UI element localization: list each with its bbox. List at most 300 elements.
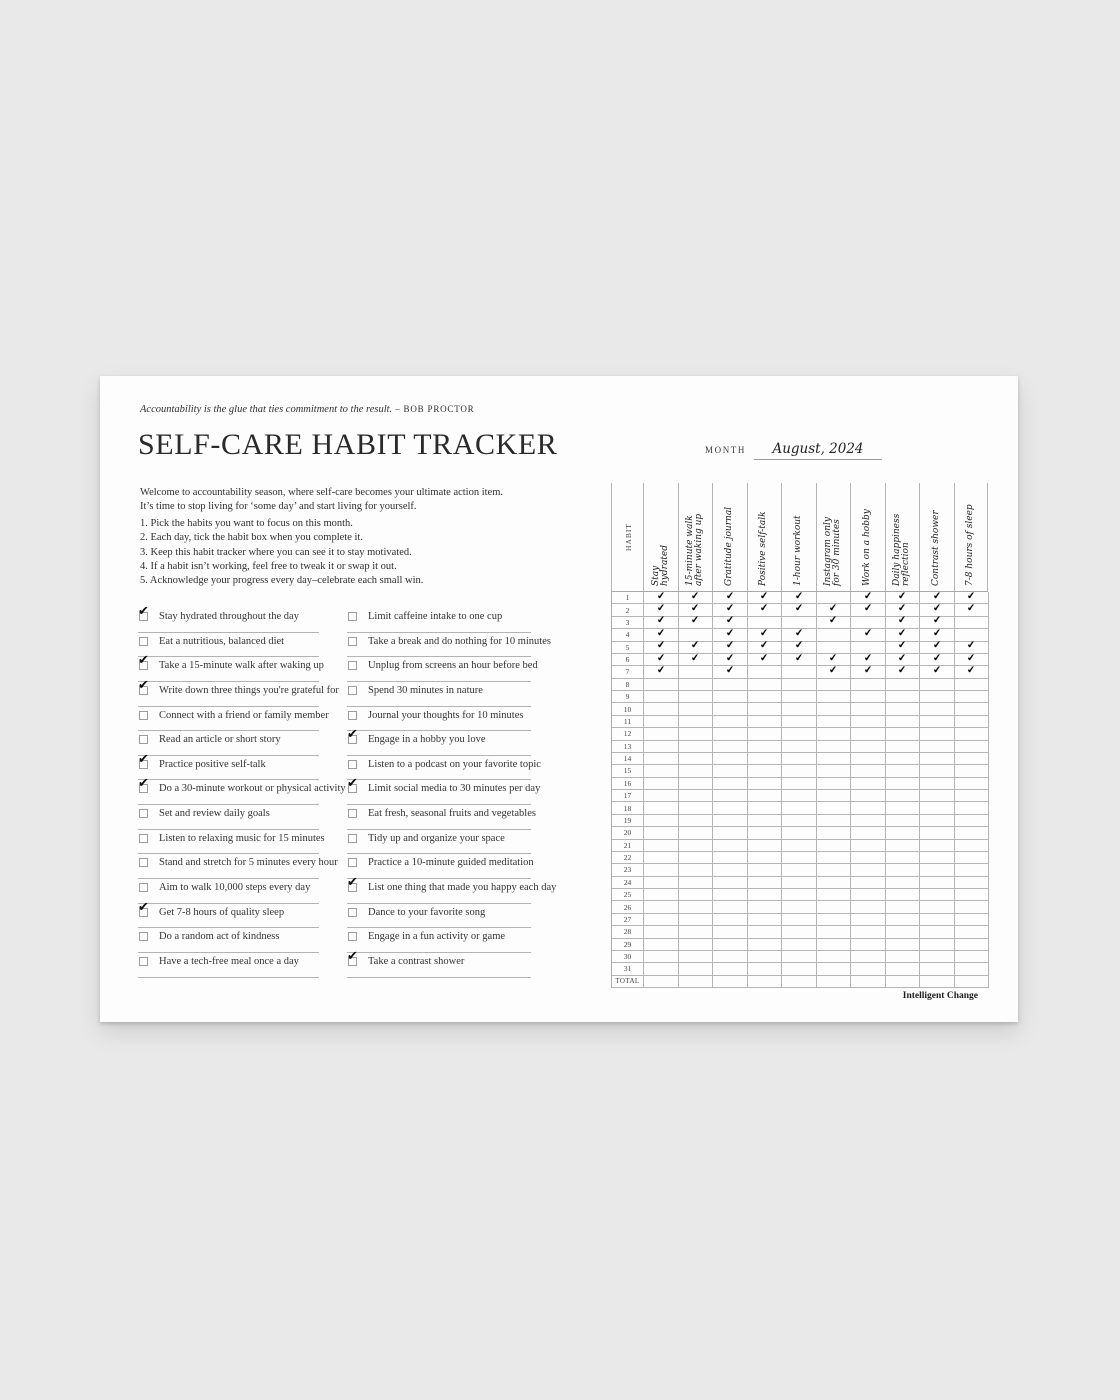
tracker-cell[interactable] [851,716,886,728]
tracker-cell[interactable] [851,827,886,839]
tracker-cell[interactable] [679,889,714,901]
tracker-cell[interactable] [679,914,714,926]
tracker-cell[interactable] [886,939,921,951]
tracker-cell[interactable] [851,914,886,926]
tracker-cell[interactable] [782,852,817,864]
tracker-cell[interactable] [782,778,817,790]
tracker-cell[interactable] [817,877,852,889]
tracker-cell[interactable] [782,901,817,913]
tracker-cell[interactable] [920,901,955,913]
tracker-cell[interactable] [817,753,852,765]
tracker-cell[interactable] [920,666,955,678]
habit-checkbox[interactable] [139,932,148,941]
tracker-cell[interactable] [748,716,783,728]
tracker-cell[interactable] [886,778,921,790]
tracker-cell[interactable] [713,951,748,963]
tracker-cell[interactable] [782,741,817,753]
tracker-cell[interactable] [782,926,817,938]
tracker-cell[interactable] [644,802,679,814]
tracker-cell[interactable] [713,728,748,740]
tracker-cell[interactable] [782,864,817,876]
tracker-cell[interactable] [851,802,886,814]
tracker-cell[interactable] [851,753,886,765]
tracker-cell[interactable] [679,852,714,864]
checklist-item[interactable] [347,928,531,953]
tracker-cell[interactable] [748,802,783,814]
checklist-item[interactable] [347,875,557,904]
tracker-cell[interactable] [920,939,955,951]
tracker-cell[interactable] [713,852,748,864]
tracker-cell[interactable] [782,889,817,901]
tracker-cell[interactable] [851,864,886,876]
tracker-cell[interactable] [748,666,783,678]
checklist-item[interactable] [138,854,338,879]
tracker-cell[interactable] [782,703,817,715]
tracker-cell[interactable] [851,963,886,975]
habit-checkbox[interactable] [348,760,357,769]
tracker-cell[interactable] [782,666,817,678]
tracker-cell[interactable] [782,914,817,926]
tracker-cell[interactable] [644,877,679,889]
checklist-item[interactable] [347,805,536,830]
tracker-cell[interactable] [679,976,714,988]
tracker-cell[interactable] [713,815,748,827]
tracker-cell[interactable] [644,864,679,876]
tracker-cell[interactable] [955,827,990,839]
tracker-cell[interactable] [748,703,783,715]
tracker-cell[interactable] [851,703,886,715]
tracker-cell[interactable] [920,703,955,715]
tracker-cell[interactable] [955,840,990,852]
checklist-item[interactable] [138,653,324,682]
tracker-cell[interactable] [920,963,955,975]
tracker-cell[interactable] [679,939,714,951]
habit-checkbox[interactable] [347,776,358,793]
tracker-cell[interactable] [955,852,990,864]
tracker-cell[interactable] [679,815,714,827]
tracker-cell[interactable] [851,926,886,938]
tracker-cell[interactable] [886,951,921,963]
habit-checkbox[interactable] [138,751,149,769]
tracker-cell[interactable] [713,976,748,988]
tracker-cell[interactable] [748,728,783,740]
tracker-cell[interactable] [851,815,886,827]
habit-checkbox[interactable] [138,653,149,670]
tracker-cell[interactable] [644,901,679,913]
tracker-cell[interactable] [920,926,955,938]
tracker-cell[interactable] [851,889,886,901]
tracker-cell[interactable] [644,914,679,926]
tracker-cell[interactable] [748,852,783,864]
tracker-cell[interactable] [644,815,679,827]
tracker-cell[interactable] [644,951,679,963]
tracker-cell[interactable] [782,827,817,839]
tracker-cell[interactable] [679,840,714,852]
tracker-cell[interactable] [679,951,714,963]
tracker-cell[interactable] [748,914,783,926]
tracker-cell[interactable] [851,604,886,616]
tracker-cell[interactable] [748,815,783,827]
tracker-cell[interactable] [748,827,783,839]
tracker-cell[interactable] [644,827,679,839]
tracker-cell[interactable] [886,679,921,691]
habit-checkbox[interactable] [347,948,358,966]
tracker-cell[interactable] [782,877,817,889]
tracker-cell[interactable] [920,889,955,901]
habit-checkbox[interactable] [139,834,148,843]
tracker-cell[interactable] [713,877,748,889]
tracker-cell[interactable] [851,728,886,740]
tracker-cell[interactable] [679,802,714,814]
tracker-cell[interactable] [920,741,955,753]
tracker-cell[interactable] [955,728,990,740]
habit-checkbox[interactable] [139,809,148,818]
tracker-cell[interactable] [955,914,990,926]
tracker-cell[interactable] [886,753,921,765]
tracker-cell[interactable] [817,852,852,864]
tracker-cell[interactable] [748,679,783,691]
tracker-cell[interactable] [679,827,714,839]
tracker-cell[interactable] [955,901,990,913]
tracker-cell[interactable] [644,976,679,988]
tracker-cell[interactable] [713,840,748,852]
tracker-cell[interactable] [748,963,783,975]
tracker-cell[interactable] [679,617,714,629]
tracker-cell[interactable] [817,691,852,703]
tracker-cell[interactable] [886,840,921,852]
tracker-cell[interactable] [748,951,783,963]
tracker-cell[interactable] [644,679,679,691]
tracker-cell[interactable] [955,703,990,715]
tracker-cell[interactable] [851,840,886,852]
checklist-item[interactable] [138,953,319,978]
tracker-cell[interactable] [955,691,990,703]
tracker-cell[interactable] [920,914,955,926]
checklist-item[interactable] [347,707,531,732]
tracker-cell[interactable] [713,716,748,728]
tracker-cell[interactable] [817,901,852,913]
tracker-cell[interactable] [679,790,714,802]
checklist-item[interactable] [138,633,319,658]
tracker-cell[interactable] [817,802,852,814]
tracker-cell[interactable] [851,976,886,988]
tracker-cell[interactable] [817,629,852,641]
tracker-cell[interactable] [886,914,921,926]
tracker-cell[interactable] [817,827,852,839]
checklist-item[interactable] [138,879,319,904]
tracker-cell[interactable] [955,976,990,988]
tracker-cell[interactable] [886,852,921,864]
tracker-cell[interactable] [851,901,886,913]
tracker-cell[interactable] [886,877,921,889]
tracker-cell[interactable] [851,629,886,641]
tracker-cell[interactable] [920,852,955,864]
checklist-item[interactable] [138,805,319,830]
tracker-cell[interactable] [679,666,714,678]
tracker-cell[interactable] [955,939,990,951]
tracker-cell[interactable] [955,889,990,901]
tracker-cell[interactable] [713,666,748,678]
tracker-cell[interactable] [713,741,748,753]
tracker-cell[interactable] [748,741,783,753]
tracker-cell[interactable] [920,679,955,691]
tracker-cell[interactable] [955,716,990,728]
tracker-cell[interactable] [748,790,783,802]
checklist-item[interactable] [347,854,534,879]
tracker-cell[interactable] [713,703,748,715]
tracker-cell[interactable] [817,963,852,975]
tracker-cell[interactable] [748,691,783,703]
tracker-cell[interactable] [782,679,817,691]
tracker-cell[interactable] [920,827,955,839]
tracker-cell[interactable] [886,666,921,678]
checklist-item[interactable] [138,604,319,633]
tracker-cell[interactable] [644,926,679,938]
tracker-cell[interactable] [886,901,921,913]
tracker-cell[interactable] [817,939,852,951]
tracker-cell[interactable] [817,728,852,740]
tracker-cell[interactable] [748,778,783,790]
tracker-cell[interactable] [886,889,921,901]
tracker-cell[interactable] [748,889,783,901]
tracker-cell[interactable] [679,728,714,740]
habit-checkbox[interactable] [347,875,358,892]
tracker-cell[interactable] [955,864,990,876]
tracker-cell[interactable] [782,604,817,616]
checklist-item[interactable] [138,677,339,707]
tracker-cell[interactable] [920,815,955,827]
tracker-cell[interactable] [851,852,886,864]
habit-checkbox[interactable] [139,735,148,744]
tracker-cell[interactable] [713,679,748,691]
tracker-cell[interactable] [679,654,714,666]
tracker-cell[interactable] [851,679,886,691]
tracker-cell[interactable] [782,753,817,765]
tracker-cell[interactable] [886,864,921,876]
tracker-cell[interactable] [782,654,817,666]
tracker-cell[interactable] [851,765,886,777]
tracker-cell[interactable] [817,778,852,790]
tracker-cell[interactable] [920,716,955,728]
tracker-cell[interactable] [817,703,852,715]
tracker-cell[interactable] [886,926,921,938]
tracker-cell[interactable] [955,778,990,790]
habit-checkbox[interactable] [139,858,148,867]
tracker-cell[interactable] [920,976,955,988]
habit-checkbox[interactable] [139,711,148,720]
tracker-cell[interactable] [920,877,955,889]
tracker-cell[interactable] [644,741,679,753]
tracker-cell[interactable] [679,679,714,691]
tracker-cell[interactable] [782,802,817,814]
habit-checkbox[interactable] [348,932,357,941]
checklist-item[interactable] [347,776,541,805]
tracker-cell[interactable] [851,691,886,703]
tracker-cell[interactable] [920,728,955,740]
tracker-cell[interactable] [851,666,886,678]
tracker-cell[interactable] [679,877,714,889]
tracker-cell[interactable] [748,765,783,777]
tracker-cell[interactable] [955,604,990,616]
month-input[interactable]: August, 2024 [754,441,882,460]
tracker-cell[interactable] [748,753,783,765]
habit-checkbox[interactable] [348,834,357,843]
tracker-cell[interactable] [748,654,783,666]
checklist-item[interactable] [347,756,541,781]
tracker-cell[interactable] [713,790,748,802]
tracker-cell[interactable] [851,778,886,790]
tracker-cell[interactable] [679,864,714,876]
tracker-cell[interactable] [817,679,852,691]
tracker-cell[interactable] [782,939,817,951]
tracker-cell[interactable] [955,741,990,753]
checklist-item[interactable] [347,904,531,929]
checklist-item[interactable] [138,707,329,732]
tracker-cell[interactable] [886,703,921,715]
habit-checkbox[interactable] [139,883,148,892]
habit-checkbox[interactable] [348,858,357,867]
tracker-cell[interactable] [955,815,990,827]
tracker-cell[interactable] [851,939,886,951]
tracker-cell[interactable] [644,716,679,728]
checklist-item[interactable] [347,657,538,682]
tracker-cell[interactable] [817,914,852,926]
tracker-cell[interactable] [955,666,990,678]
tracker-cell[interactable] [679,765,714,777]
checklist-item[interactable] [347,948,531,978]
tracker-cell[interactable] [817,926,852,938]
tracker-cell[interactable] [920,840,955,852]
tracker-cell[interactable] [920,864,955,876]
tracker-cell[interactable] [748,939,783,951]
habit-checkbox[interactable] [348,908,357,917]
habit-checkbox[interactable] [138,604,149,621]
tracker-cell[interactable] [748,901,783,913]
tracker-cell[interactable] [679,691,714,703]
tracker-cell[interactable] [782,790,817,802]
habit-checkbox[interactable] [139,957,148,966]
tracker-cell[interactable] [644,703,679,715]
tracker-cell[interactable] [644,852,679,864]
tracker-cell[interactable] [782,716,817,728]
checklist-item[interactable] [138,731,319,756]
tracker-cell[interactable] [713,963,748,975]
tracker-cell[interactable] [713,691,748,703]
tracker-cell[interactable] [713,827,748,839]
tracker-cell[interactable] [886,827,921,839]
tracker-cell[interactable] [886,815,921,827]
tracker-cell[interactable] [920,753,955,765]
tracker-cell[interactable] [851,790,886,802]
tracker-cell[interactable] [748,840,783,852]
tracker-cell[interactable] [851,877,886,889]
tracker-cell[interactable] [817,666,852,678]
tracker-cell[interactable] [782,815,817,827]
tracker-cell[interactable] [851,951,886,963]
habit-checkbox[interactable] [348,711,357,720]
tracker-cell[interactable] [644,790,679,802]
tracker-cell[interactable] [679,753,714,765]
tracker-cell[interactable] [886,963,921,975]
habit-checkbox[interactable] [138,677,149,695]
habit-checkbox[interactable] [348,686,357,695]
tracker-cell[interactable] [817,864,852,876]
checklist-item[interactable] [138,751,319,781]
checklist-item[interactable] [138,776,346,805]
tracker-cell[interactable] [644,765,679,777]
tracker-cell[interactable] [748,877,783,889]
checklist-item[interactable] [347,682,531,707]
tracker-cell[interactable] [955,926,990,938]
checklist-item[interactable] [347,830,531,855]
tracker-cell[interactable] [817,815,852,827]
tracker-cell[interactable] [644,778,679,790]
tracker-cell[interactable] [782,951,817,963]
tracker-cell[interactable] [886,790,921,802]
tracker-cell[interactable] [817,716,852,728]
tracker-cell[interactable] [886,741,921,753]
tracker-cell[interactable] [782,765,817,777]
tracker-cell[interactable] [782,728,817,740]
tracker-cell[interactable] [955,617,990,629]
tracker-cell[interactable] [679,741,714,753]
tracker-cell[interactable] [713,765,748,777]
tracker-cell[interactable] [886,765,921,777]
tracker-cell[interactable] [782,963,817,975]
tracker-cell[interactable] [851,741,886,753]
tracker-cell[interactable] [713,889,748,901]
tracker-cell[interactable] [679,963,714,975]
tracker-cell[interactable] [886,728,921,740]
tracker-cell[interactable] [644,691,679,703]
tracker-cell[interactable] [713,864,748,876]
tracker-cell[interactable] [713,939,748,951]
tracker-cell[interactable] [748,604,783,616]
tracker-cell[interactable] [644,840,679,852]
habit-checkbox[interactable] [348,809,357,818]
habit-checkbox[interactable] [138,899,149,917]
tracker-cell[interactable] [644,728,679,740]
tracker-cell[interactable] [817,976,852,988]
checklist-item[interactable] [347,608,531,633]
tracker-cell[interactable] [679,926,714,938]
tracker-cell[interactable] [920,790,955,802]
tracker-cell[interactable] [679,703,714,715]
tracker-cell[interactable] [817,951,852,963]
tracker-cell[interactable] [955,963,990,975]
tracker-cell[interactable] [886,976,921,988]
tracker-cell[interactable] [817,765,852,777]
tracker-cell[interactable] [955,951,990,963]
habit-checkbox[interactable] [348,612,357,621]
tracker-cell[interactable] [713,926,748,938]
checklist-item[interactable] [138,928,319,953]
checklist-item[interactable] [138,830,325,855]
habit-checkbox[interactable] [348,661,357,670]
tracker-cell[interactable] [644,753,679,765]
tracker-cell[interactable] [817,889,852,901]
tracker-cell[interactable] [886,802,921,814]
tracker-cell[interactable] [886,716,921,728]
tracker-cell[interactable] [644,666,679,678]
tracker-cell[interactable] [782,691,817,703]
tracker-cell[interactable] [920,951,955,963]
tracker-cell[interactable] [679,778,714,790]
tracker-cell[interactable] [713,802,748,814]
tracker-cell[interactable] [748,976,783,988]
tracker-cell[interactable] [955,877,990,889]
tracker-cell[interactable] [644,939,679,951]
